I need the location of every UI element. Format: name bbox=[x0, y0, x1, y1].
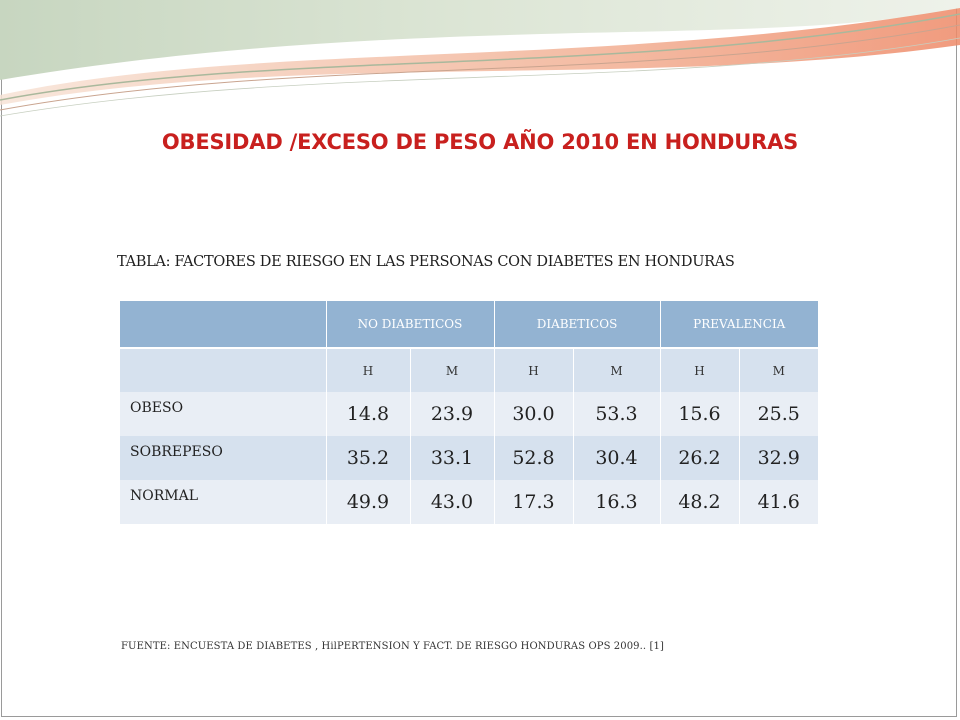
table-cell: 33.1 bbox=[410, 436, 494, 480]
table-cell: 30.0 bbox=[494, 392, 573, 436]
subheader-cell: M bbox=[573, 348, 660, 392]
subheader-cell: M bbox=[739, 348, 818, 392]
table-cell: 53.3 bbox=[573, 392, 660, 436]
header-no-diabeticos: NO DIABETICOS bbox=[326, 301, 494, 348]
table-cell: 43.0 bbox=[410, 480, 494, 524]
table-cell: 17.3 bbox=[494, 480, 573, 524]
table-cell: 35.2 bbox=[326, 436, 410, 480]
table-row bbox=[120, 436, 818, 480]
table-cell: 14.8 bbox=[326, 392, 410, 436]
source-note: FUENTE: ENCUESTA DE DIABETES , HilPERTENSION Y FACT. DE RIESGO HONDURAS OPS 2009.. [1] bbox=[121, 641, 664, 652]
page-title: OBESIDAD /EXCESO DE PESO AÑO 2010 EN HONDURAS bbox=[161, 130, 799, 154]
table-header-row bbox=[120, 301, 818, 348]
subheader-cell: H bbox=[660, 348, 739, 392]
table-cell: 15.6 bbox=[660, 392, 739, 436]
table-cell: 16.3 bbox=[573, 480, 660, 524]
decorative-swoosh-banner bbox=[0, 0, 960, 130]
table-subheader-row bbox=[120, 348, 818, 392]
table-cell: 30.4 bbox=[573, 436, 660, 480]
header-diabeticos: DIABETICOS bbox=[494, 301, 660, 348]
risk-factors-table bbox=[120, 301, 818, 524]
subheader-cell: H bbox=[494, 348, 573, 392]
header-empty-cell bbox=[120, 301, 326, 348]
table-cell: 32.9 bbox=[739, 436, 818, 480]
table-cell: 48.2 bbox=[660, 480, 739, 524]
row-label: NORMAL bbox=[120, 480, 326, 524]
table-cell: 41.6 bbox=[739, 480, 818, 524]
subheader-empty-cell bbox=[120, 348, 326, 392]
row-label: SOBREPESO bbox=[120, 436, 326, 480]
subheader-cell: H bbox=[326, 348, 410, 392]
table-cell: 25.5 bbox=[739, 392, 818, 436]
header-prevalencia: PREVALENCIA bbox=[660, 301, 818, 348]
table-cell: 49.9 bbox=[326, 480, 410, 524]
table-row bbox=[120, 392, 818, 436]
table-caption: TABLA: FACTORES DE RIESGO EN LAS PERSONAS CON DIABETES EN HONDURAS bbox=[117, 254, 735, 270]
table-row bbox=[120, 480, 818, 524]
subheader-cell: M bbox=[410, 348, 494, 392]
row-label: OBESO bbox=[120, 392, 326, 436]
table-cell: 26.2 bbox=[660, 436, 739, 480]
table-cell: 23.9 bbox=[410, 392, 494, 436]
table-cell: 52.8 bbox=[494, 436, 573, 480]
